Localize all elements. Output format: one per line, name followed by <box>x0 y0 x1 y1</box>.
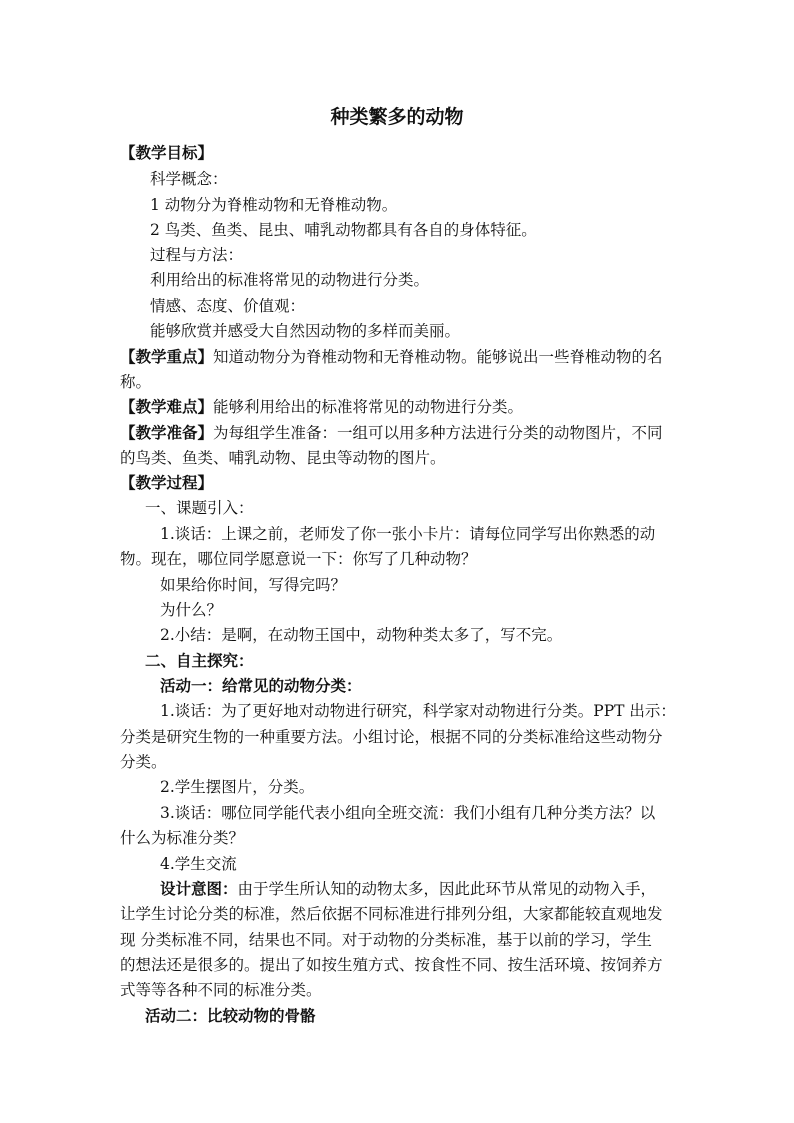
design-intent-line-1 <box>160 878 720 900</box>
section-heading-process: 【教学过程】 <box>120 473 214 492</box>
key-points-text: 知道动物分为脊椎动物和无脊椎动物。能够说出一些脊椎动物的名 <box>213 348 663 366</box>
intro-heading: 一、课题引入： <box>145 499 254 517</box>
design-intent-line-4: 的想法还是很多的。提出了如按生殖方式、按食性不同、按生活环境、按饲养方 <box>120 956 663 974</box>
activity1-item-1: 1.谈话：为了更好地对动物进行研究，科学家对动物进行分类。PPT 出示： <box>160 702 676 720</box>
emotion-label: 情感、态度、价值观： <box>150 297 306 315</box>
document-title: 种类繁多的动物 <box>330 106 464 128</box>
emotion-text: 能够欣赏并感受大自然因动物的多样而美丽。 <box>150 322 461 340</box>
design-intent-line-3: 现 分类标准不同，结果也不同。对于动物的分类标准，基于以前的学习，学生 <box>120 931 652 949</box>
activity1-item-3: 3.谈话：哪位同学能代表小组向全班交流：我们小组有几种分类方法？以 <box>160 804 656 822</box>
difficulty-label: 【教学难点】 <box>120 397 214 416</box>
intro-question-1: 如果给你时间，写得完吗？ <box>160 576 347 594</box>
intro-item-1: 1.谈话：上课之前，老师发了你一张小卡片：请每位同学写出你熟悉的动 <box>160 525 656 543</box>
activity1-item-2: 2.学生摆图片，分类。 <box>160 778 315 796</box>
key-points-line-1 <box>120 346 680 368</box>
key-points-line-2: 称。 <box>120 373 152 391</box>
process-method-text: 利用给出的标准将常见的动物进行分类。 <box>150 271 430 289</box>
design-intent-line-2: 让学生讨论分类的标准，然后依据不同标准进行排列分组，大家都能较直观地发 <box>120 905 663 923</box>
intro-question-2: 为什么？ <box>160 601 223 619</box>
key-points-label: 【教学重点】 <box>120 347 214 366</box>
activity1-item-3-cont: 什么为标准分类？ <box>120 829 245 847</box>
preparation-line-1 <box>120 422 680 444</box>
activity1-heading: 活动一：给常见的动物分类： <box>160 676 362 695</box>
design-intent-label: 设计意图： <box>160 879 238 898</box>
concept-item-1: 1 动物分为脊椎动物和无脊椎动物。 <box>150 196 398 214</box>
explore-heading: 二、自主探究： <box>145 651 254 670</box>
concept-item-2: 2 鸟类、鱼类、昆虫、哺乳动物都具有各自的身体特征。 <box>150 221 537 239</box>
activity1-item-4: 4.学生交流 <box>160 855 237 873</box>
design-intent-text: 由于学生所认知的动物太多，因此此环节从常见的动物入手， <box>237 880 657 898</box>
activity2-heading: 活动二：比较动物的骨骼 <box>145 1006 316 1025</box>
preparation-label: 【教学准备】 <box>120 423 214 442</box>
difficulty-line <box>120 396 680 418</box>
preparation-line-2: 的鸟类、鱼类、哺乳动物、昆虫等动物的图片。 <box>120 449 446 467</box>
design-intent-line-5: 式等等各种不同的标准分类。 <box>120 981 322 999</box>
preparation-text: 为每组学生准备：一组可以用多种方法进行分类的动物图片，不同 <box>213 424 663 442</box>
concept-label: 科学概念： <box>150 170 228 188</box>
activity1-item-1-cont-2: 分类。 <box>120 753 167 771</box>
intro-item-2: 2.小结：是啊，在动物王国中，动物种类太多了，写不完。 <box>160 626 563 644</box>
process-method-label: 过程与方法： <box>150 246 244 264</box>
intro-item-1-cont: 物。现在，哪位同学愿意说一下：你写了几种动物？ <box>120 550 477 568</box>
difficulty-text: 能够利用给出的标准将常见的动物进行分类。 <box>213 398 524 416</box>
activity1-item-1-cont: 分类是研究生物的一种重要方法。小组讨论，根据不同的分类标准给这些动物分 <box>120 728 663 746</box>
section-heading-goals: 【教学目标】 <box>120 143 214 162</box>
